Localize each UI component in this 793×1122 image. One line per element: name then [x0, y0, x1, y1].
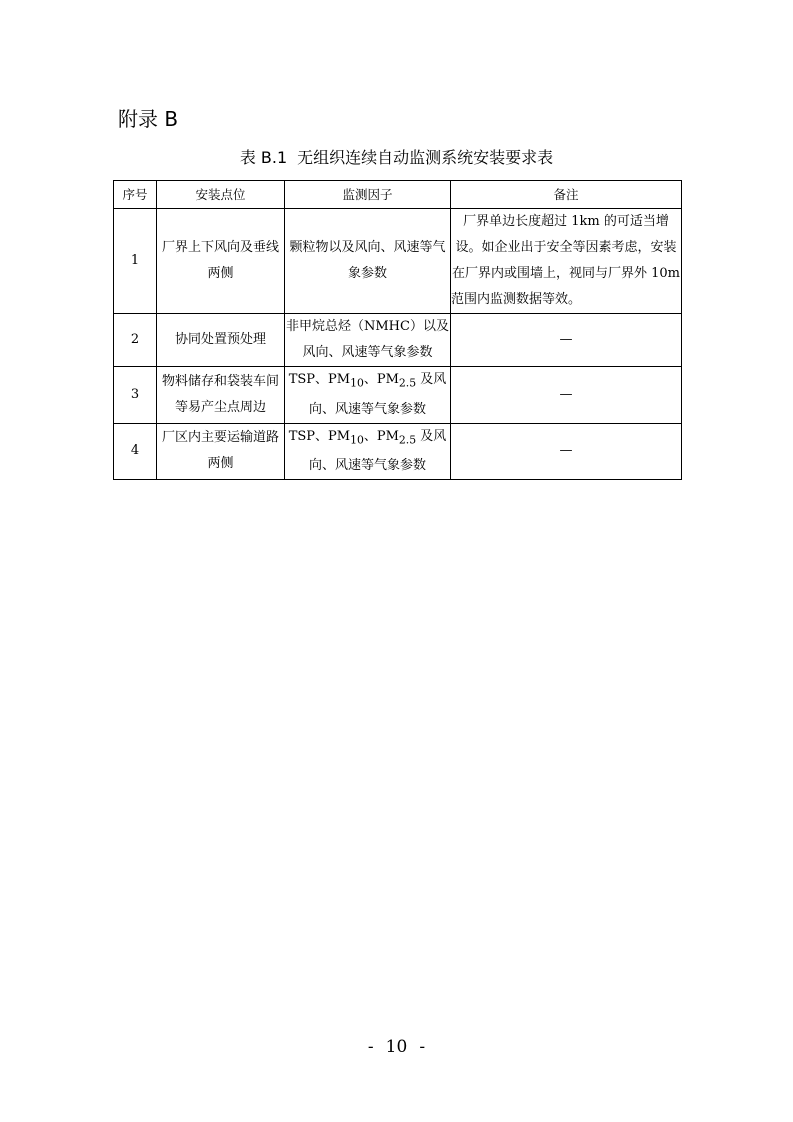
row-notes: — — [451, 314, 682, 367]
factors-prefix: TSP、PM — [288, 428, 351, 444]
pm25-subscript: 2.5 — [398, 433, 417, 447]
factors-prefix: TSP、PM — [288, 372, 351, 387]
page-dash-left: - — [367, 1037, 374, 1057]
table-row — [114, 209, 682, 314]
row-no: 1 — [114, 209, 157, 314]
table-row — [114, 367, 682, 424]
pm10-subscript: 10 — [350, 433, 364, 447]
row-no: 2 — [114, 314, 157, 367]
installation-requirements-table — [113, 180, 682, 480]
table-caption-title: 无组织连续自动监测系统安装要求表 — [297, 148, 554, 167]
row-location: 物料储存和袋装车间等易产尘点周边 — [157, 367, 285, 424]
row-notes: — — [451, 367, 682, 424]
header-factors: 监测因子 — [285, 181, 451, 209]
table-caption-number: 表 B.1 — [239, 148, 288, 167]
page-dash-right: - — [419, 1037, 426, 1057]
header-location: 安装点位 — [157, 181, 285, 209]
header-no: 序号 — [114, 181, 157, 209]
row-notes: — — [451, 423, 682, 480]
factors-mid: 、PM — [363, 428, 399, 444]
row-factors — [285, 367, 451, 424]
table-header-row — [114, 181, 682, 209]
header-notes: 备注 — [451, 181, 682, 209]
factors-suffix: 及风向、风速等气象参数 — [308, 428, 447, 474]
page-number — [0, 1036, 793, 1058]
table-row — [114, 423, 682, 480]
row-notes: 厂界单边长度超过 1km 的可适当增设。如企业出于安全等因素考虑，安装在厂界内或围墙上，视同与厂界外 10m 范围内监测数据等效。 — [451, 209, 682, 314]
pm25-subscript: 2.5 — [398, 376, 417, 390]
table-row — [114, 314, 682, 367]
row-factors — [285, 423, 451, 480]
row-no: 4 — [114, 423, 157, 480]
row-factors: 颗粒物以及风向、风速等气象参数 — [285, 209, 451, 314]
pm10-subscript: 10 — [350, 376, 364, 390]
row-no: 3 — [114, 367, 157, 424]
page-number-value: 10 — [385, 1037, 408, 1057]
row-location: 厂界上下风向及垂线两侧 — [157, 209, 285, 314]
row-location: 协同处置预处理 — [157, 314, 285, 367]
table-caption — [0, 147, 793, 169]
appendix-title: 附录 B — [118, 107, 179, 131]
factors-mid: 、PM — [363, 372, 399, 387]
row-location: 厂区内主要运输道路两侧 — [157, 423, 285, 480]
factors-suffix: 及风向、风速等气象参数 — [308, 372, 447, 417]
row-factors: 非甲烷总烃（NMHC）以及风向、风速等气象参数 — [285, 314, 451, 367]
